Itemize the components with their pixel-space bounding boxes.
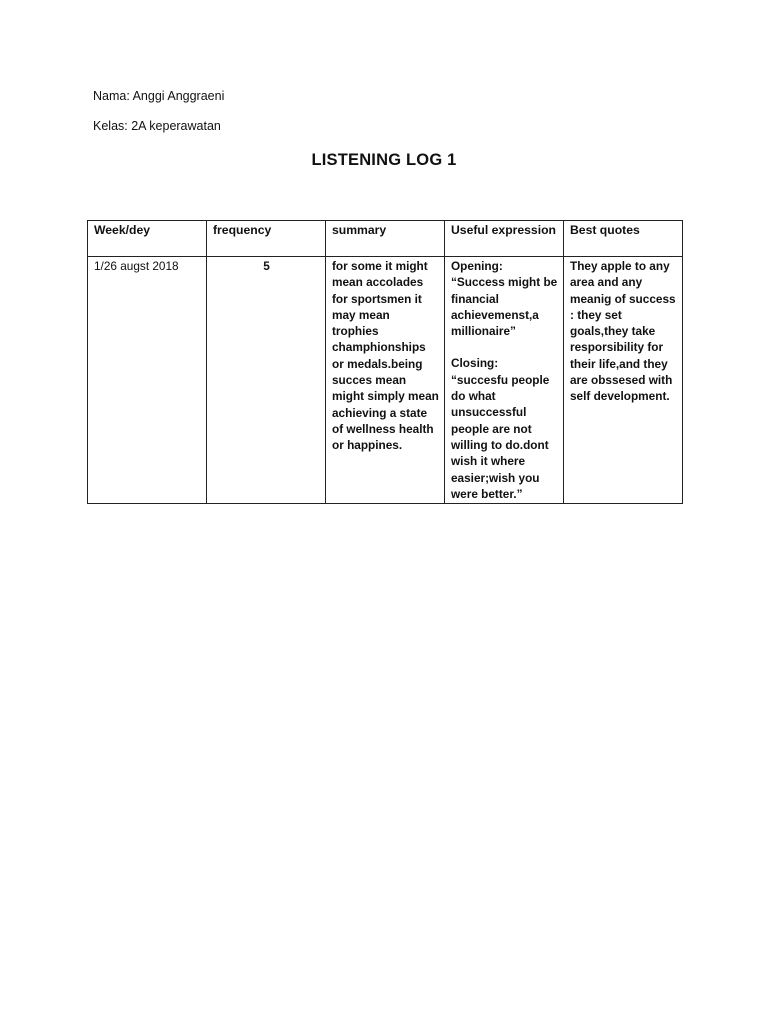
- listening-log-table: [87, 220, 683, 504]
- cell-frequency: 5: [207, 257, 326, 504]
- cell-best-quotes: They apple to any area and any meanig of success : they set goals,they take resporsibility for their life,and they are obssesed with self development.: [564, 257, 683, 504]
- column-header-frequency: frequency: [207, 221, 326, 257]
- table-row: [88, 257, 683, 504]
- column-header-useful-expression: Useful expression: [445, 221, 564, 257]
- closing-label: Closing:: [451, 356, 499, 371]
- column-header-summary: summary: [326, 221, 445, 257]
- paragraph-gap: [451, 339, 558, 355]
- opening-text: “Success might be financial achievemenst,a millionaire”: [451, 275, 558, 339]
- student-name: Nama: Anggi Anggraeni: [93, 89, 225, 103]
- table-header-row: [88, 221, 683, 257]
- column-header-best-quotes: Best quotes: [564, 221, 683, 257]
- cell-useful-expression: [445, 257, 564, 504]
- cell-week: 1/26 augst 2018: [88, 257, 207, 504]
- column-header-week: Week/dey: [88, 221, 207, 257]
- page-title: LISTENING LOG 1: [311, 151, 457, 169]
- closing-text: “succesfu people do what unsuccessful people are not willing to do.dont wish it where easier;wish you were better.”: [451, 372, 550, 501]
- cell-summary: for some it might mean accolades for sportsmen it may mean trophies champhionships or medals.being succes mean might simply mean achieving a state of wellness health or happines.: [326, 257, 445, 504]
- opening-label: Opening:: [451, 259, 503, 273]
- student-class: Kelas: 2A keperawatan: [93, 119, 221, 133]
